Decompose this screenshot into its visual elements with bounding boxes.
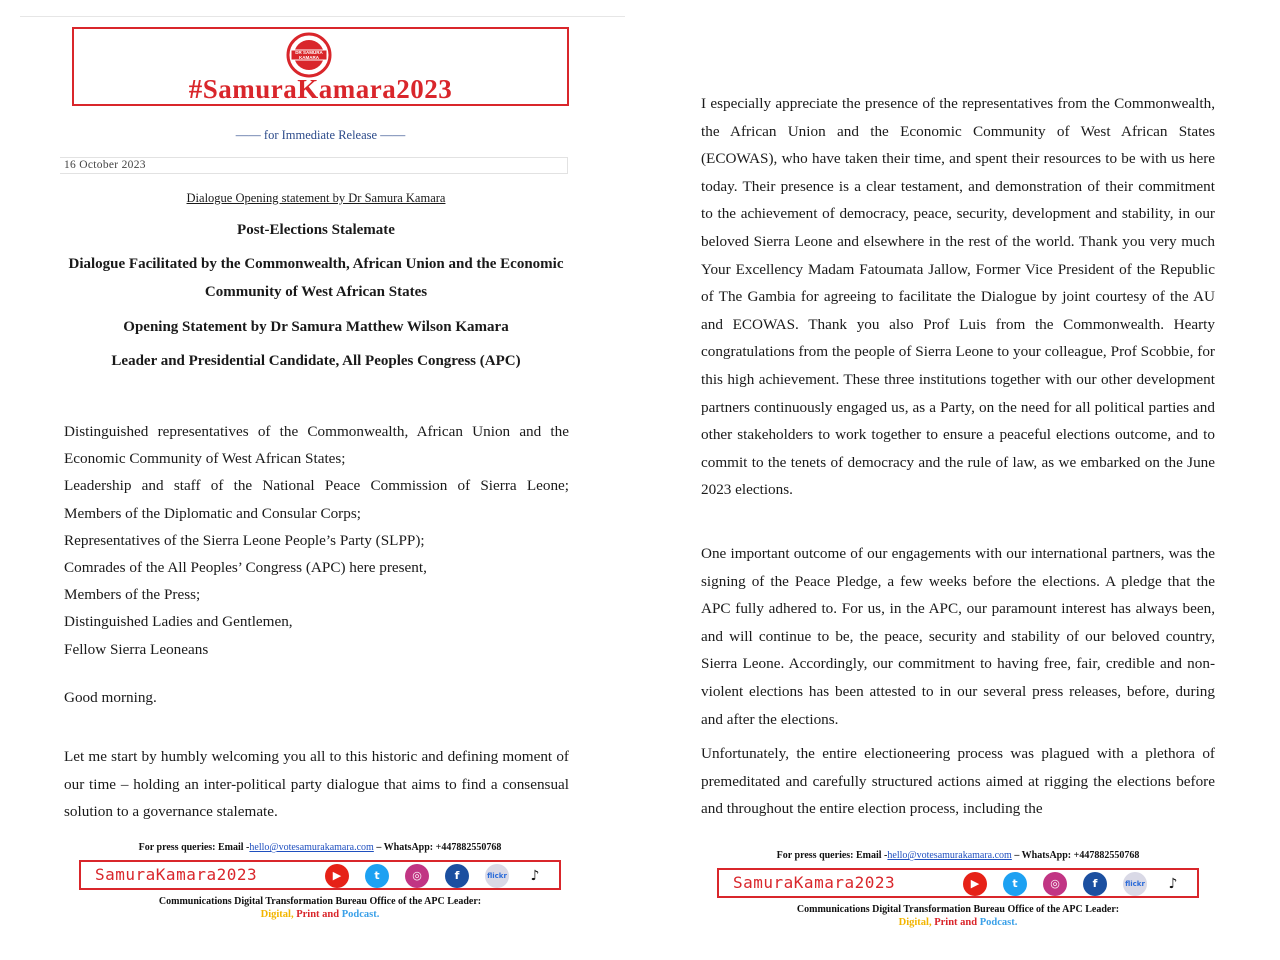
campaign-seal-icon	[286, 32, 332, 78]
facebook-icon[interactable]: f	[445, 864, 469, 888]
banner-title: #SamuraKamara2023	[188, 74, 453, 104]
salutation-line: Comrades of the All Peoples’ Congress (APC) here present,	[64, 559, 427, 577]
press-queries: For press queries: Email -hello@votesamurakamara.com – WhatsApp: +447882550768	[776, 850, 1140, 861]
release-line: —— for Immediate Release ——	[235, 128, 406, 142]
heading-opening-statement: Opening Statement by Dr Samura Matthew Wilson Kamara	[123, 319, 509, 335]
greeting: Good morning.	[64, 689, 157, 706]
youtube-icon[interactable]: ▶	[963, 872, 987, 896]
instagram-icon[interactable]: ◎	[405, 864, 429, 888]
campaign-banner	[72, 27, 569, 106]
flickr-icon[interactable]: flickr	[1123, 872, 1147, 896]
salutation-line: Members of the Diplomatic and Consular Corps;	[64, 504, 361, 522]
flickr-icon[interactable]: flickr	[485, 864, 509, 888]
press-queries: For press queries: Email -hello@votesamurakamara.com – WhatsApp: +447882550768	[138, 842, 502, 853]
page-footer	[60, 840, 580, 921]
twitter-icon[interactable]: t	[365, 864, 389, 888]
paragraph-peace-pledge: One important outcome of our engagements with our international partners, was the signing of the Peace Pledge, a few weeks before the elections. A pledge that the APC fully adhered to. For us, in the APC, our paramount interest has always been, and will continue to be, the peace, security and stability of our beloved country, Sierra Leone. Accordingly, our commitment to having free, fair, credible and non-violent elections has been attested to in our several press releases, before, during and after the elections.	[701, 545, 1215, 728]
tiktok-icon[interactable]: ♪	[523, 864, 547, 888]
email-link[interactable]: hello@votesamurakamara.com	[249, 842, 374, 853]
bureau-line: Communications Digital Transformation Bureau Office of the APC Leader:	[158, 896, 482, 907]
salutation-line: Distinguished representatives of the Commonwealth, African Union and the Economic Community of West African States;	[64, 423, 569, 468]
subheading: Dialogue Opening statement by Dr Samura Kamara	[186, 191, 446, 205]
salutation-line: Fellow Sierra Leoneans	[64, 640, 209, 658]
youtube-icon[interactable]: ▶	[325, 864, 349, 888]
intro-paragraph: Let me start by humbly welcoming you all to this historic and defining moment of our time – holding an inter-political party dialogue that aims to find a consensual solution to a governance stalemate.	[64, 748, 569, 820]
salutation-line: Leadership and staff of the National Peace Commission of Sierra Leone;	[64, 477, 569, 495]
date-box	[60, 157, 568, 174]
heading-leader: Leader and Presidential Candidate, All Peoples Congress (APC)	[111, 353, 521, 369]
salutation-line: Distinguished Ladies and Gentlemen,	[64, 613, 293, 631]
heading-facilitators: Dialogue Facilitated by the Commonwealth, African Union and the Economic Community of West African States	[68, 256, 564, 300]
twitter-icon[interactable]: t	[1003, 872, 1027, 896]
left-page	[0, 0, 630, 960]
salutation-line: Representatives of the Sierra Leone People’s Party (SLPP);	[64, 531, 425, 549]
tiktok-icon[interactable]: ♪	[1161, 872, 1185, 896]
social-handle: SamuraKamara2023	[95, 865, 258, 884]
social-bar	[717, 868, 1199, 898]
top-rule	[20, 16, 625, 17]
social-handle: SamuraKamara2023	[733, 873, 896, 892]
salutation-line: Members of the Press;	[64, 586, 201, 604]
instagram-icon[interactable]: ◎	[1043, 872, 1067, 896]
channels-line: Digital, Print and Podcast.	[898, 917, 1018, 928]
channels-line: Digital, Print and Podcast.	[260, 909, 380, 920]
release-date: 16 October 2023	[64, 159, 146, 171]
heading-stalemate: Post-Elections Stalemate	[237, 222, 395, 238]
page-footer	[698, 848, 1218, 929]
salutations-list	[64, 418, 569, 663]
facebook-icon[interactable]: f	[1083, 872, 1107, 896]
seal-text-bottom: KAMARA	[299, 55, 319, 60]
email-link[interactable]: hello@votesamurakamara.com	[887, 850, 1012, 861]
seal-text-top: DR SAMURA	[295, 50, 323, 55]
paragraph-unfortunately: Unfortunately, the entire electioneering process was plagued with a plethora of premeditated and carefully structured actions aimed at rigging the elections before and throughout the entire election process, including the	[701, 745, 1215, 818]
bureau-line: Communications Digital Transformation Bureau Office of the APC Leader:	[796, 904, 1120, 915]
paragraph-appreciation: I especially appreciate the presence of the representatives from the Commonwealth, the African Union and the Economic Community of West African States (ECOWAS), who have taken their time, and spent their resources to be with us here today. Their presence is a clear testament, and demonstration of their commitment to the achievement of democracy, peace, security, development and stability, in our beloved Sierra Leone and elsewhere in the rest of the world. Thank you very much Your Excellency Madam Fatoumata Jallow, Former Vice President of the Republic of The Gambia for agreeing to facilitate the Dialogue by joint courtesy of the AU and ECOWAS. Thank you also Prof Luis from the Commonwealth. Hearty congratulations from the people of Sierra Leone to your colleague, Prof Scobbie, for this high achievement. These three institutions together with our other development partners continuously engaged us, as a Party, on the need for all political parties and other stakeholders to work together to ensure a peaceful elections outcome, and to commit to the tenets of democracy and the rule of law, as we embarked on the June 2023 elections.	[701, 95, 1215, 499]
social-bar	[79, 860, 561, 890]
